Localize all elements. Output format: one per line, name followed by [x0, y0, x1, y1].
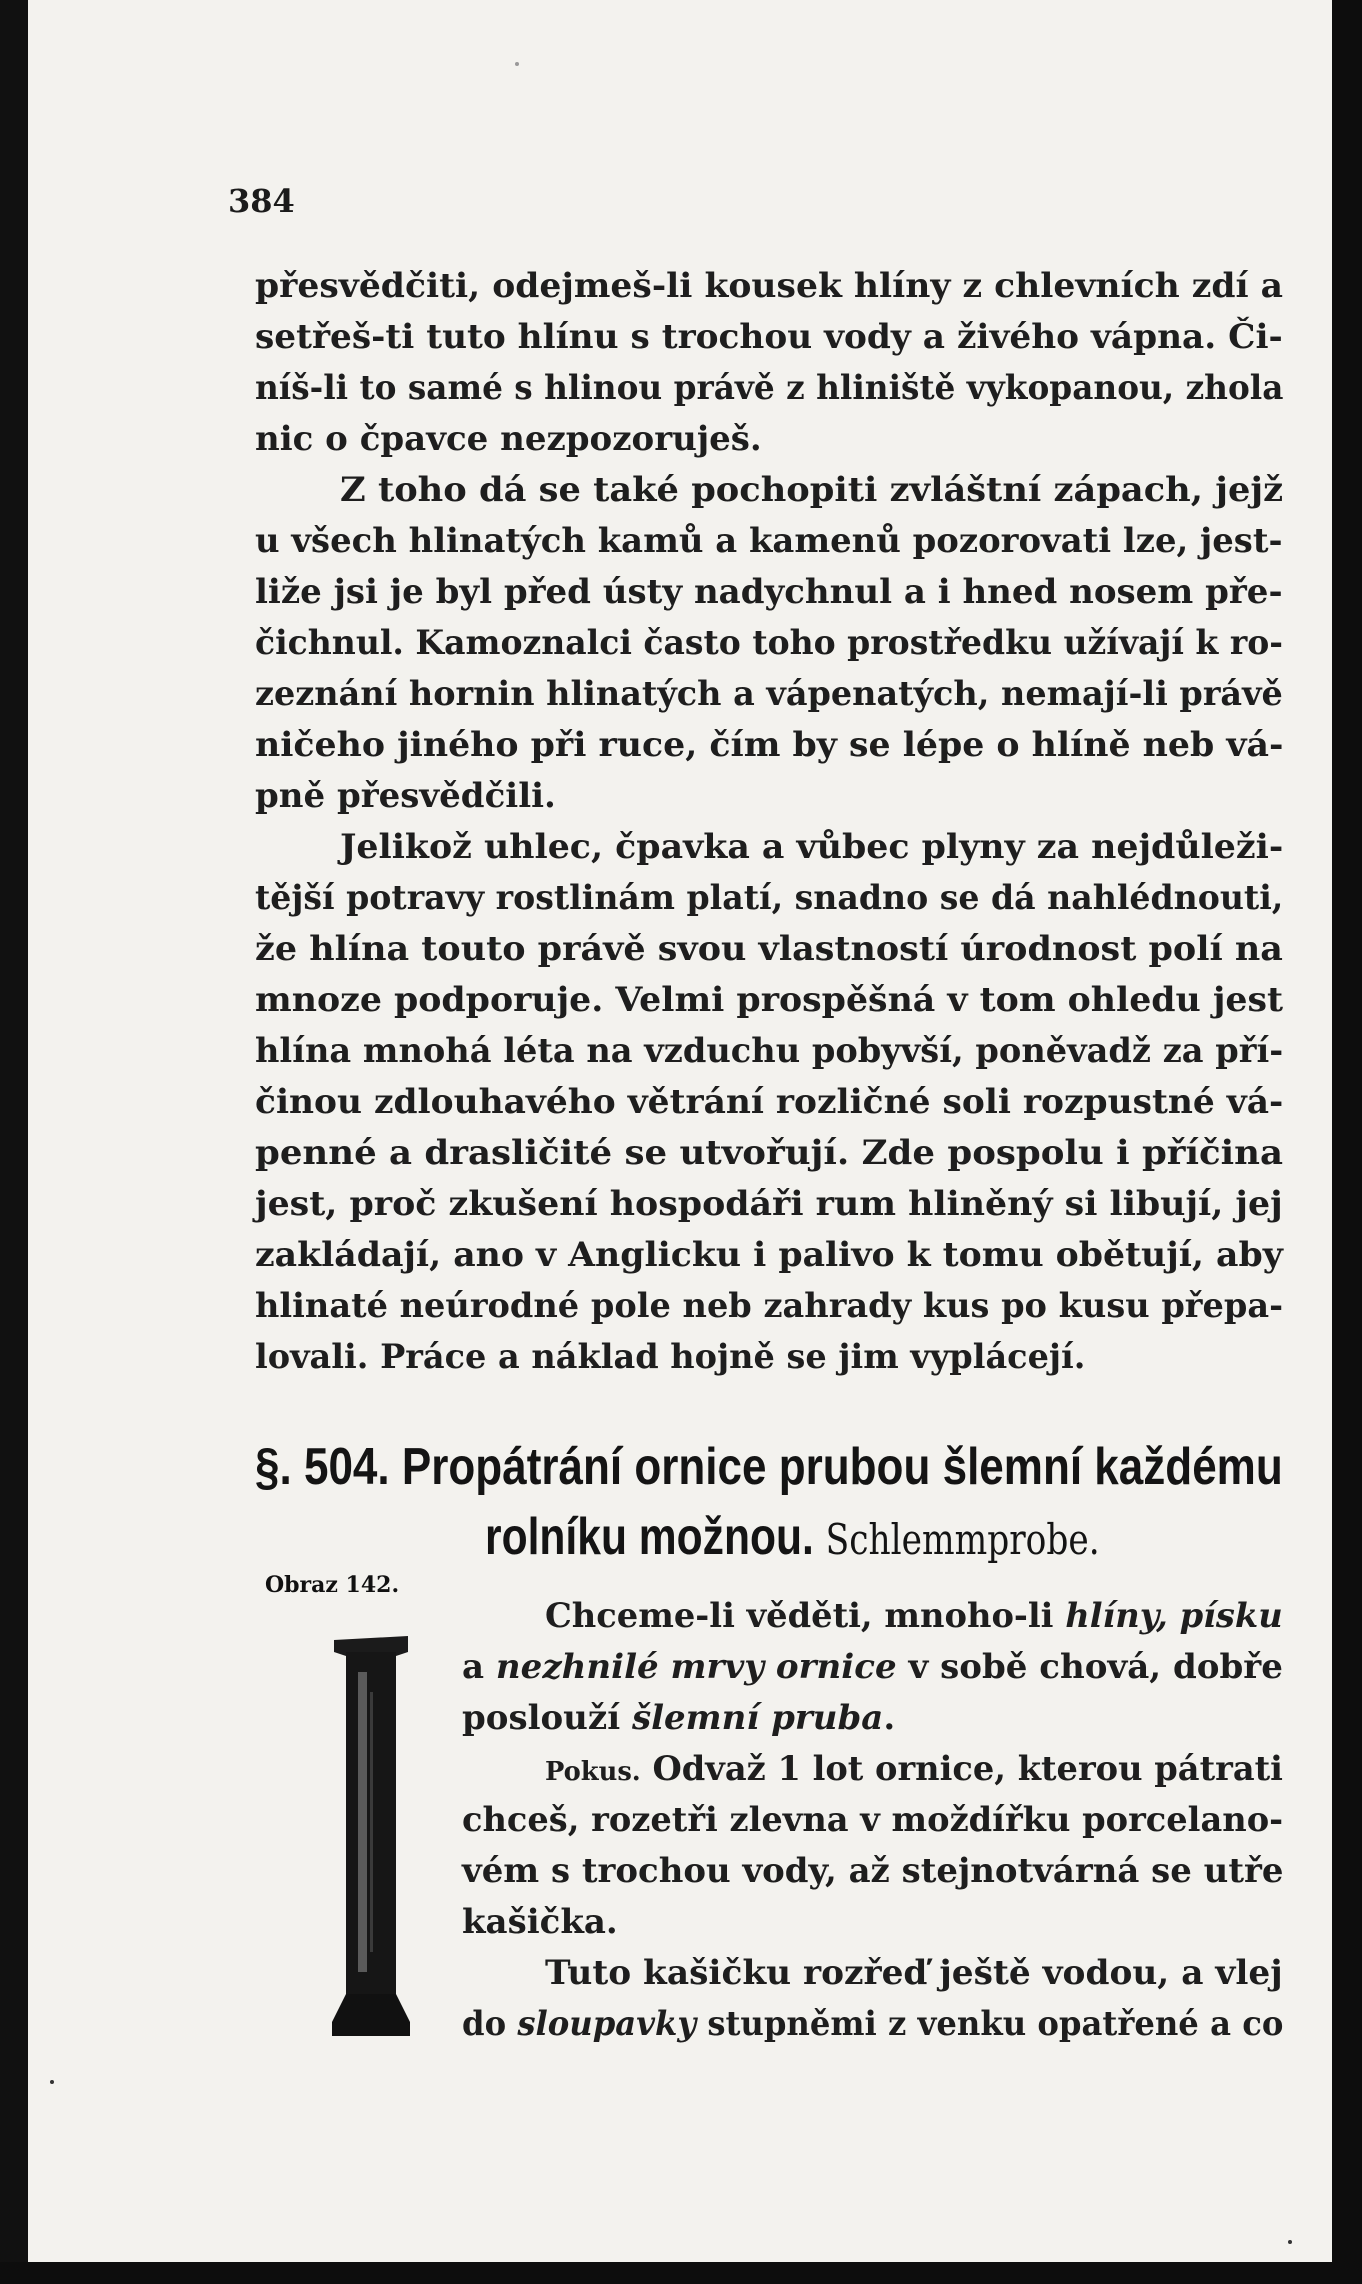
- section-heading-line2: [485, 1502, 1100, 1572]
- figure-caption: Obraz 142.: [265, 1572, 400, 1598]
- text-line: jest, proč zkušení hospodáři rum hliněný si libují, jej: [255, 1184, 1283, 1224]
- scan-border-right: [1332, 0, 1362, 2284]
- text-line: chceš, rozetři zlevna v moždířku porcelano-: [462, 1800, 1284, 1840]
- text-line: zakládají, ano v Anglicku i palivo k tomu obětují, aby: [255, 1235, 1283, 1275]
- text-line: hlína mnohá léta na vzduchu pobyvší, poněvadž za pří-: [255, 1031, 1284, 1071]
- text-line: zeznání hornin hlinatých a vápenatých, nemají-li právě: [255, 674, 1283, 714]
- text-line: Tuto kašičku rozřeď ještě vodou, a vlej: [545, 1953, 1283, 1993]
- text-line: [545, 1745, 1283, 1793]
- italic-term: nezhnilé mrvy ornice: [495, 1647, 897, 1687]
- section-title: Propátrání ornice prubou šlemní každému: [401, 1438, 1283, 1496]
- text-line: [462, 2000, 1283, 2048]
- text-line: hlinaté neúrodné pole neb zahrady kus po kusu přepa-: [255, 1286, 1284, 1326]
- text-line: liže jsi je byl před ústy nadychnul a i hned nosem pře-: [255, 572, 1283, 612]
- text-line: penné a drasličité se utvořují. Zde pospolu i příčina: [255, 1133, 1283, 1173]
- page-number: 384: [228, 182, 295, 220]
- text-segment: Chceme-li věděti, mnoho-li: [545, 1596, 1066, 1636]
- text-line: u všech hlinatých kamů a kamenů pozorovati lze, jest-: [255, 521, 1283, 561]
- graduated-cylinder-figure: [330, 1632, 412, 2042]
- text-line: ničeho jiného při ruce, čím by se lépe o hlíně neb vá-: [255, 725, 1284, 765]
- text-line: [462, 1643, 1283, 1691]
- section-title-cont: rolníku možnou.: [485, 1508, 814, 1566]
- italic-term: hlíny, písku: [1065, 1596, 1283, 1636]
- scan-border-bottom: [0, 2262, 1362, 2284]
- text-segment: a: [462, 1647, 496, 1687]
- text-segment: do: [462, 2004, 518, 2044]
- text-line: nic o čpavce nezpozoruješ.: [255, 419, 762, 459]
- text-line: Jelikož uhlec, čpavka a vůbec plyny za nejdůleži-: [340, 827, 1284, 867]
- text-line: činou zdlouhavého větrání rozličné soli rozpustné vá-: [255, 1082, 1284, 1122]
- text-line: tější potravy rostlinám platí, snadno se dá nahlédnouti,: [255, 878, 1284, 918]
- text-segment: Odvaž 1 lot ornice, kterou pátrati: [640, 1749, 1283, 1789]
- cylinder-foot: [332, 1994, 410, 2036]
- text-line: vém s trochou vody, až stejnotvárná se utře: [462, 1851, 1284, 1891]
- text-line: že hlína touto právě svou vlastností úrodnost polí na: [255, 929, 1283, 969]
- scan-speck: [50, 2080, 54, 2084]
- section-heading: [255, 1432, 1283, 1502]
- text-line: níš-li to samé s hlinou právě z hliniště vykopanou, zhola: [255, 368, 1284, 408]
- text-line: čichnul. Kamoznalci často toho prostředku užívají k ro-: [255, 623, 1283, 663]
- text-line: [462, 1694, 895, 1742]
- text-line: setřeš-ti tuto hlínu s trochou vody a živého vápna. Či-: [255, 317, 1283, 357]
- text-segment: .: [883, 1698, 896, 1738]
- text-segment: stupněmi z venku opatřené a co: [696, 2004, 1284, 2044]
- section-title-german: Schlemmprobe.: [825, 1515, 1100, 1564]
- text-line: přesvědčiti, odejmeš-li kousek hlíny z chlevních zdí a: [255, 266, 1284, 306]
- text-line: kašička.: [462, 1902, 618, 1942]
- cylinder-highlight: [358, 1672, 367, 1972]
- scan-speck: [1288, 2240, 1292, 2244]
- text-line: mnoze podporuje. Velmi prospěšná v tom ohledu jest: [255, 980, 1284, 1020]
- scan-speck: [515, 62, 519, 66]
- italic-term: sloupavky: [517, 2004, 697, 2044]
- text-line: Z toho dá se také pochopiti zvláštní zápach, jejž: [340, 470, 1284, 510]
- cylinder-highlight-2: [370, 1692, 373, 1952]
- text-line: [545, 1592, 1283, 1640]
- experiment-label: Pokus.: [545, 1757, 641, 1787]
- text-line: pně přesvědčili.: [255, 776, 556, 816]
- text-segment: poslouží: [462, 1698, 632, 1738]
- text-line: lovali. Práce a náklad hojně se jim vyplácejí.: [255, 1337, 1086, 1377]
- section-number: §. 504.: [255, 1438, 390, 1496]
- italic-term: šlemní pruba: [631, 1698, 884, 1738]
- text-segment: v sobě chová, dobře: [896, 1647, 1283, 1687]
